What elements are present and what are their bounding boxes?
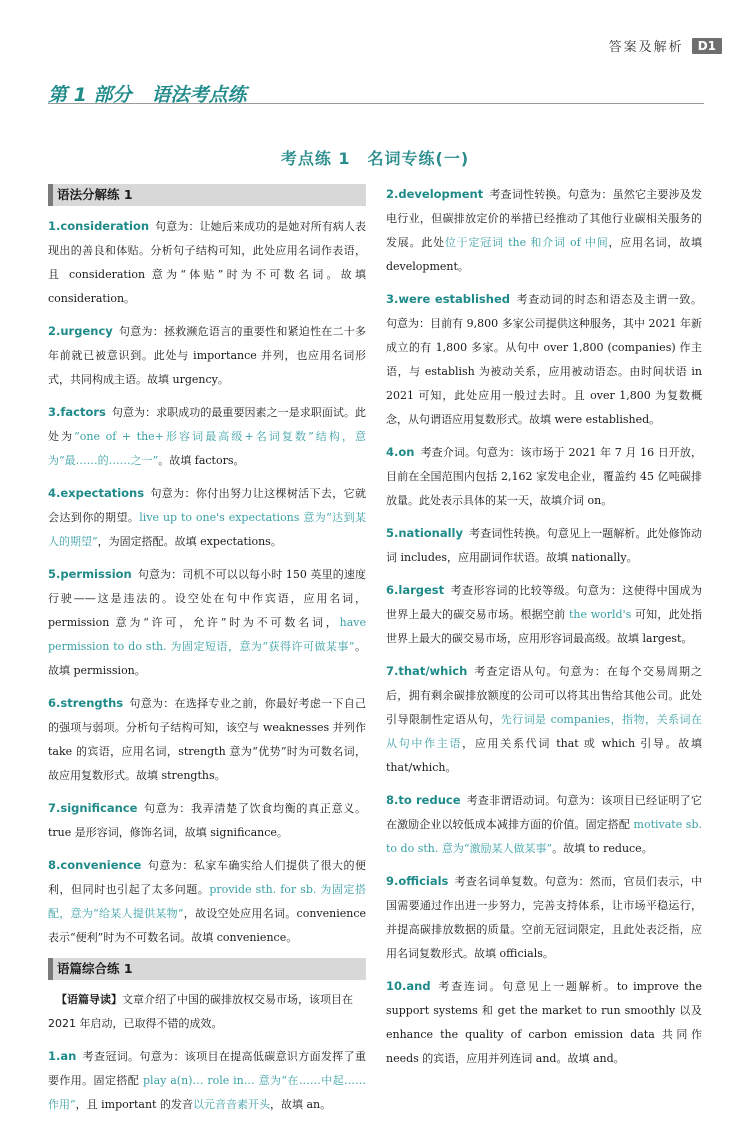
answer-item: 1.consideration 句意为：让她后来成功的是她对所有病人表现出的善良和体贴。分析句子结构可知，此处应用名词作表语，且 consideration 意为“体贴”时为不可数名词。故填 consideration。 [48,219,366,305]
right-column [386,182,702,1079]
answer-item: 6.strengths 句意为：在选择专业之前，你最好考虑一下自己的强项与弱项。分析句子结构可知，该空与 weaknesses 并列作 take 的宾语，应用名词，strength 意为“优势”时为可数名词，故应用复数形式。故填 strengths。 [48,696,366,782]
answer-item: 9.officials 考查名词单复数。句意为：然而，官员们表示，中国需要通过作出进一步努力，完善支持体系，让市场平稳运行，并提高碳排放数据的质量。空前无冠词限定，且此处表泛指，应用名词复数形式。故填 officials。 [386,874,702,960]
answer-item: 8.to reduce 考查非谓语动词。句意为：该项目已经证明了它在激励企业以较低成本减排方面的价值。固定搭配 motivate sb. to do sth. 意为“激励某人做某事”。故填 to reduce。 [386,793,702,855]
answer-item: 5.nationally 考查词性转换。句意见上一题解析。此处修饰动词 includes，应用副词作状语。故填 nationally。 [386,526,702,564]
page-header [609,36,722,55]
left-column [48,182,366,1125]
exercise-banner: 语法分解练 1 [48,184,366,206]
answer-item: 3.factors 句意为：求职成功的最重要因素之一是求职面试。此处为“one of + the+形容词最高级+名词复数”结构，意为“最……的……之一”。故填 factors。 [48,405,367,467]
page-number: D1 [692,38,722,54]
answer-item: 6.largest 考查形容词的比较等级。句意为：这使得中国成为世界上最大的碳交易市场。根据空前 the world's 可知，此处指世界上最大的碳交易市场，应用形容词最高级。故填 largest。 [386,583,703,645]
answer-item: 7.significance 句意为：我弄清楚了饮食均衡的真正意义。true 是形容词，修饰名词，故填 significance。 [48,801,366,839]
answer-item: 10.and 考查连词。句意见上一题解析。to improve the support systems 和 get the market to run smoothly 以及 enhance the quality of carbon emission data 共同作 needs 的宾语，应用并列连词 and。故填 and。 [386,979,702,1065]
answer-item: 5.permission 句意为：司机不可以以每小时 150 英里的速度行驶——这是违法的。设空处在句中作宾语，应用名词，permission 意为“许可，允许”时为不可数名词，have permission to do sth. 为固定短语，意为“获得许可做某事”。故填 permission。 [48,567,367,677]
exercise-banner: 语篇综合练 1 [48,958,366,980]
answer-item: 4.expectations 句意为：你付出努力让这棵树活下去，它就会达到你的期望。live up to one's expectations 意为“达到某人的期望”，为固定搭配。故填 expectations。 [48,486,366,548]
header-label: 答案及解析 [608,40,684,55]
part-number: 第 1 部分 [48,84,132,106]
divider [48,103,704,104]
answer-item: 3.were established 考查动词的时态和语态及主谓一致。句意为：目前有 9,800 多家公司提供这种服务，其中 2021 年新成立的有 1,800 多家。从句中 over 1,800 (companies) 作主语，与 establish 为被动关系，应用被动语态。由时间状语 in 2021 可知，此处应用一般过去时。且 over 1,800 为复数概念，从句谓语应用复数形式。故填 were established。 [386,292,702,426]
answer-item: 2.urgency 句意为：拯救濒危语言的重要性和紧迫性在二十多年前就已被意识到。此处与 importance 并列，也应用名词形式，共同构成主语。故填 urgency。 [48,324,366,386]
answer-item: 1.an 考查冠词。句意为：该项目在提高低碳意识方面发挥了重要作用。固定搭配 play a(n)… role in… 意为“在……中起……作用”，且 important 的发音以元音音素开头，故填 an。 [48,1049,366,1111]
answer-item: 8.convenience 句意为：私家车确实给人们提供了很大的便利，但同时也引起了太多问题。provide sth. for sb. 为固定搭配，意为“给某人提供某物”，故设空处应用名词。convenience 表示“便利”时为不可数名词。故填 convenience。 [48,858,366,944]
passage-guide: 【语篇导读】文章介绍了中国的碳排放权交易市场，该项目在 2021 年启动，已取得不错的成效。 [48,993,353,1030]
answer-item: 2.development 考查词性转换。句意为：虽然它主要涉及发电行业，但碳排放定价的举措已经推动了其他行业碳相关服务的发展。此处位于定冠词 the 和介词 of 中间，应用名词，故填 development。 [386,187,702,273]
section-title: 考点练 1 名词专练(一) [280,149,470,168]
answer-item: 4.on 考查介词。句意为：该市场于 2021 年 7 月 16 日开放，目前在全国范围内包括 2,162 家发电企业，覆盖约 45 亿吨碳排放量。此处表示具体的某一天，故填介词 on。 [386,445,702,507]
answer-item: 7.that/which 考查定语从句。句意为：在每个交易周期之后，拥有剩余碳排放额度的公司可以将其出售给其他公司。此处引导限制性定语从句，先行词是 companies，指物，关系词在从句中作主语，应用关系代词 that 或 which 引导。故填 that/which。 [386,664,703,774]
part-name: 语法考点练 [151,84,247,106]
